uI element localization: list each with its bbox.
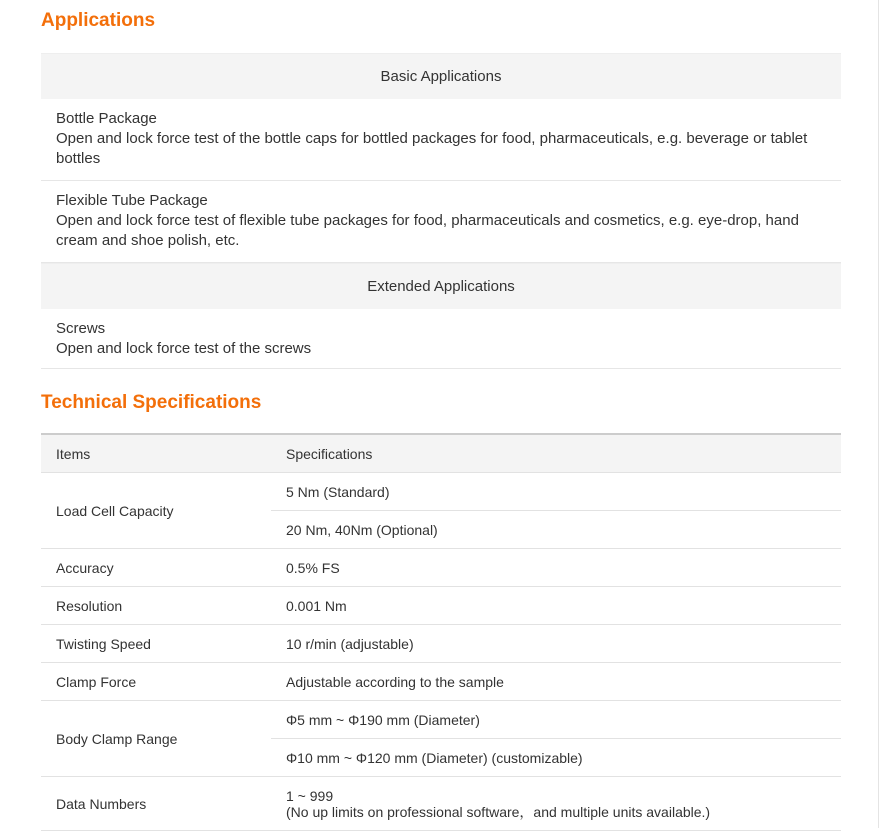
spec-value: 10 r/min (adjustable) bbox=[271, 625, 841, 663]
application-name: Screws bbox=[56, 320, 106, 337]
spec-item: Twisting Speed bbox=[41, 625, 271, 663]
application-desc: Open and lock force test of flexible tube packages for food, pharmaceuticals and cosmetics, e.g. eye-drop, hand cream and shoe polish, etc. bbox=[56, 212, 799, 249]
tech-specs-heading: Technical Specifications bbox=[41, 392, 262, 413]
applications-table bbox=[41, 53, 841, 369]
header-specs: Specifications bbox=[271, 434, 841, 473]
table-row bbox=[41, 587, 841, 625]
application-desc: Open and lock force test of the screws bbox=[56, 340, 312, 357]
application-row bbox=[41, 181, 841, 263]
spec-value: Φ10 mm ~ Φ120 mm (Diameter) (customizable) bbox=[271, 739, 841, 777]
spec-value-note: (No up limits on professional software，and multiple units available.) bbox=[286, 803, 711, 820]
spec-value: 5 Nm (Standard) bbox=[271, 473, 841, 511]
application-name: Bottle Package bbox=[56, 110, 157, 127]
application-desc: Open and lock force test of the bottle caps for bottled packages for food, pharmaceuticals, e.g. beverage or tablet bottles bbox=[56, 130, 808, 167]
application-name: Flexible Tube Package bbox=[56, 192, 208, 209]
spec-value: 0.5% FS bbox=[271, 549, 841, 587]
application-row bbox=[41, 309, 841, 369]
spec-value: 0.001 Nm bbox=[271, 587, 841, 625]
spec-value: Adjustable according to the sample bbox=[271, 663, 841, 701]
extended-applications-header: Extended Applications bbox=[41, 263, 841, 309]
page-border bbox=[878, 0, 879, 828]
application-row bbox=[41, 99, 841, 181]
header-items: Items bbox=[41, 434, 271, 473]
spec-item: Load Cell Capacity bbox=[41, 473, 271, 549]
spec-item: Resolution bbox=[41, 587, 271, 625]
spec-value: 20 Nm, 40Nm (Optional) bbox=[271, 511, 841, 549]
table-row bbox=[41, 549, 841, 587]
table-row bbox=[41, 777, 841, 831]
spec-value: Φ5 mm ~ Φ190 mm (Diameter) bbox=[271, 701, 841, 739]
basic-applications-header: Basic Applications bbox=[41, 53, 841, 99]
spec-item: Clamp Force bbox=[41, 663, 271, 701]
specs-table bbox=[41, 433, 841, 831]
table-row bbox=[41, 663, 841, 701]
spec-item: Body Clamp Range bbox=[41, 701, 271, 777]
spec-item: Data Numbers bbox=[41, 777, 271, 831]
applications-heading: Applications bbox=[41, 10, 156, 31]
spec-value: 1 ~ 999 bbox=[286, 787, 334, 804]
table-row bbox=[41, 625, 841, 663]
table-row bbox=[41, 701, 841, 739]
table-row bbox=[41, 473, 841, 511]
table-header bbox=[41, 434, 841, 473]
spec-item: Accuracy bbox=[41, 549, 271, 587]
